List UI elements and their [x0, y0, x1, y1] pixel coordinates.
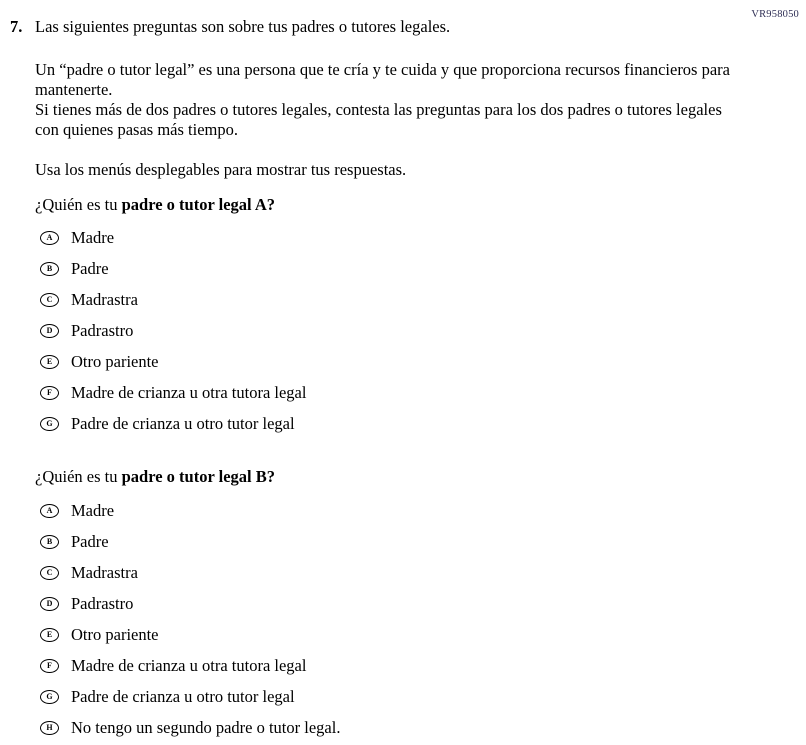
subquestion-a-prompt	[35, 195, 735, 215]
option-label: Padre	[71, 258, 109, 278]
option-label: Madrastra	[71, 289, 138, 309]
radio-bubble-icon[interactable]: D	[40, 597, 59, 611]
radio-bubble-icon[interactable]: C	[40, 293, 59, 307]
definition-text: Un “padre o tutor legal” es una persona que te cría y te cuida y que proporciona recursos financieros para mantenerte.	[35, 60, 730, 99]
answer-option[interactable]	[35, 619, 735, 650]
answer-option[interactable]	[35, 346, 735, 377]
question-intro: Las siguientes preguntas son sobre tus padres o tutores legales.	[35, 17, 451, 36]
option-label: Otro pariente	[71, 351, 159, 371]
option-label: Madre de crianza u otra tutora legal	[71, 382, 307, 402]
subquestion-a-prompt-prefix: ¿Quién es tu	[35, 195, 122, 214]
answer-option[interactable]	[35, 222, 735, 253]
instruction-text: Usa los menús desplegables para mostrar tus respuestas.	[35, 160, 407, 179]
option-label: Padrastro	[71, 593, 134, 613]
option-label: No tengo un segundo padre o tutor legal.	[71, 717, 341, 737]
radio-bubble-icon[interactable]: G	[40, 690, 59, 704]
radio-bubble-icon[interactable]: A	[40, 504, 59, 518]
radio-bubble-icon[interactable]: F	[40, 386, 59, 400]
radio-bubble-icon[interactable]: C	[40, 566, 59, 580]
answer-option[interactable]	[35, 526, 735, 557]
radio-bubble-icon[interactable]: G	[40, 417, 59, 431]
subquestion-b-prompt-prefix: ¿Quién es tu	[35, 467, 122, 486]
form-code: VR958050	[751, 9, 799, 20]
subquestion-a-options	[35, 222, 735, 439]
answer-option[interactable]	[35, 557, 735, 588]
answer-option[interactable]	[35, 712, 735, 743]
answer-option[interactable]	[35, 377, 735, 408]
option-label: Madre	[71, 500, 115, 520]
option-label: Padre	[71, 531, 109, 551]
answer-option[interactable]	[35, 315, 735, 346]
radio-bubble-icon[interactable]: B	[40, 535, 59, 549]
subquestion-b-options	[35, 495, 735, 743]
question-7	[10, 17, 770, 743]
radio-bubble-icon[interactable]: D	[40, 324, 59, 338]
radio-bubble-icon[interactable]: A	[40, 231, 59, 245]
answer-option[interactable]	[35, 681, 735, 712]
option-label: Madre	[71, 227, 115, 247]
question-description	[35, 60, 735, 140]
answer-option[interactable]	[35, 495, 735, 526]
subquestion-b-prompt-bold: padre o tutor legal B?	[121, 467, 275, 486]
condition-text: Si tienes más de dos padres o tutores legales, contesta las preguntas para los dos padres o tutores legales con quienes pasas más tiempo.	[35, 100, 722, 139]
option-label: Otro pariente	[71, 624, 159, 644]
answer-option[interactable]	[35, 253, 735, 284]
answer-option[interactable]	[35, 650, 735, 681]
subquestion-a-prompt-bold: padre o tutor legal A?	[121, 195, 275, 214]
option-label: Padre de crianza u otro tutor legal	[71, 686, 295, 706]
radio-bubble-icon[interactable]: E	[40, 628, 59, 642]
answer-option[interactable]	[35, 284, 735, 315]
radio-bubble-icon[interactable]: H	[40, 721, 59, 735]
option-label: Padre de crianza u otro tutor legal	[71, 413, 295, 433]
radio-bubble-icon[interactable]: B	[40, 262, 59, 276]
radio-bubble-icon[interactable]: E	[40, 355, 59, 369]
question-number: 7.	[10, 17, 23, 36]
option-label: Padrastro	[71, 320, 134, 340]
question-content	[35, 17, 735, 743]
option-label: Madre de crianza u otra tutora legal	[71, 655, 307, 675]
radio-bubble-icon[interactable]: F	[40, 659, 59, 673]
answer-option[interactable]	[35, 408, 735, 439]
option-label: Madrastra	[71, 562, 138, 582]
answer-option[interactable]	[35, 588, 735, 619]
subquestion-b-prompt	[35, 467, 735, 487]
